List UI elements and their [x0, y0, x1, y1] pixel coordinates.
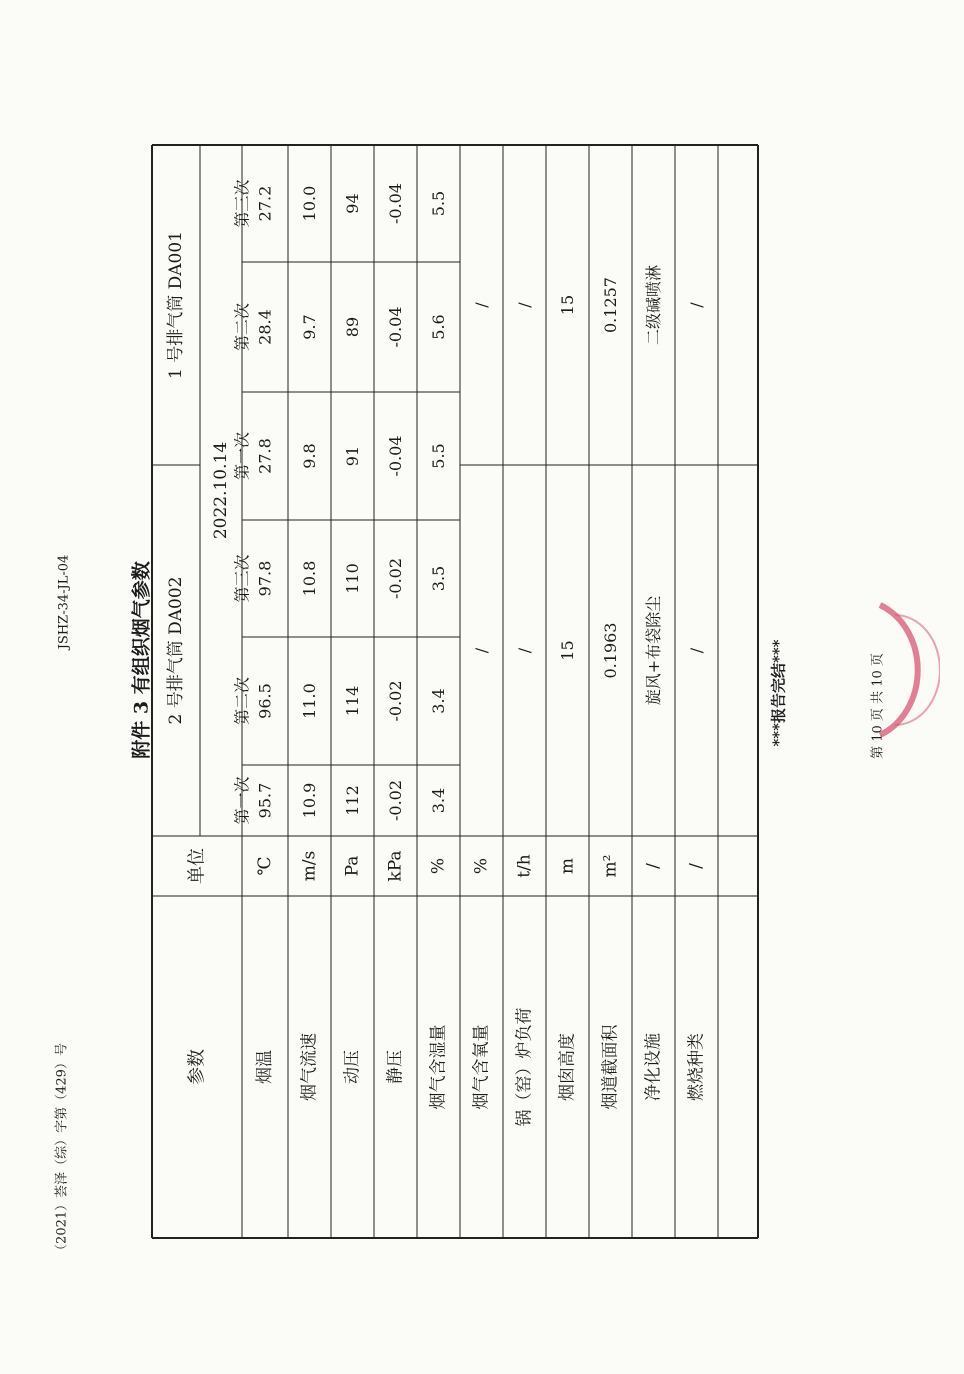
value-cell: 3.4 [429, 787, 448, 814]
param-label: 烟气含氧量 [471, 1024, 492, 1110]
value-cell: 27.2 [255, 185, 275, 222]
unit-label: ℃ [255, 856, 275, 876]
report-end-note: ***报告完结*** [769, 639, 788, 747]
value-cell: -0.02 [386, 779, 405, 822]
value-cell: 11.0 [300, 683, 319, 719]
param-label: 动压 [342, 1050, 363, 1084]
value-cell: 89 [343, 316, 362, 338]
value-cell: 9.8 [300, 443, 319, 469]
param-label: 锅（窑）炉负荷 [514, 1007, 535, 1127]
run-header: 第三次 [232, 554, 252, 603]
value-cell: 5.5 [429, 190, 448, 217]
run-header: 第二次 [232, 676, 252, 726]
value-cell: 10.9 [300, 782, 319, 819]
param-label: 静压 [385, 1050, 406, 1084]
unit-label: kPa [385, 850, 406, 882]
value-cell: 10.0 [300, 185, 319, 222]
unit-label: m² [600, 854, 621, 878]
run-header: 第二次 [232, 302, 252, 352]
group-header: 1 号排气筒 DA001 [166, 231, 186, 379]
unit-label: m [557, 857, 578, 875]
value-cell: 15 [558, 294, 577, 316]
run-header: 第三次 [232, 179, 252, 228]
value-cell: 10.8 [300, 560, 319, 597]
value-cell: -0.02 [386, 680, 405, 722]
value-cell: 91 [343, 445, 362, 467]
value-cell: -0.04 [386, 435, 405, 477]
unit-label: % [428, 857, 449, 875]
value-cell: / [472, 647, 491, 654]
value-cell: 旋风+布袋除尘 [644, 595, 663, 706]
value-cell: / [515, 302, 534, 308]
value-cell: 94 [343, 193, 362, 214]
value-cell: / [472, 302, 491, 308]
run-header: 第一次 [232, 776, 252, 825]
value-cell: 96.5 [255, 683, 275, 719]
date-header: 2022.10.14 [211, 441, 231, 540]
value-cell: / [515, 647, 534, 654]
param-label: 燃烧种类 [686, 1033, 707, 1101]
value-cell: / [687, 302, 706, 308]
param-label: 烟温 [255, 1050, 275, 1084]
value-cell: 97.8 [255, 560, 275, 597]
value-cell: 0.1257 [601, 277, 620, 333]
unit-label: % [471, 857, 492, 875]
value-cell: 114 [343, 685, 362, 717]
param-label: 烟气含湿量 [428, 1024, 449, 1110]
unit-header: 单位 [186, 848, 208, 884]
form-code: JSHZ-34-JL-04 [56, 554, 72, 650]
value-cell: 28.4 [255, 309, 275, 345]
run-header: 第一次 [232, 431, 252, 481]
unit-label: t/h [514, 854, 535, 878]
param-label: 烟道截面积 [600, 1024, 621, 1110]
param-label: 烟囱高度 [557, 1033, 578, 1101]
value-cell: 5.6 [429, 314, 448, 340]
unit-label: / [686, 863, 707, 869]
unit-label: / [643, 863, 664, 869]
value-cell: 9.7 [300, 314, 319, 340]
value-cell: / [687, 647, 706, 654]
param-label: 烟气流速 [299, 1033, 320, 1101]
value-cell: 110 [343, 563, 362, 594]
value-cell: -0.04 [386, 306, 405, 348]
value-cell: 112 [343, 785, 362, 816]
value-cell: 95.7 [255, 782, 275, 819]
value-cell: 3.4 [429, 688, 448, 714]
value-cell: 0.1963 [601, 622, 620, 679]
group-header: 2 号排气筒 DA002 [166, 576, 186, 725]
page-number: 第 10 页 共 10 页 [870, 653, 886, 759]
page-title: 附件 3 有组织烟气参数 [130, 561, 153, 759]
value-cell: 3.5 [429, 565, 448, 592]
company-seal [840, 595, 940, 745]
value-cell: -0.02 [386, 557, 405, 600]
value-cell: 二级碱喷淋 [644, 264, 663, 346]
unit-label: m/s [299, 850, 320, 882]
value-cell: 5.5 [429, 443, 448, 469]
param-label: 净化设施 [643, 1033, 664, 1101]
value-cell: 15 [558, 640, 577, 661]
value-cell: 27.8 [255, 438, 275, 474]
report-number: （2021）荟泽（综）字第（429）号 [54, 1043, 70, 1257]
param-header: 参数 [186, 1049, 208, 1085]
unit-label: Pa [342, 855, 363, 877]
value-cell: -0.04 [386, 182, 405, 225]
